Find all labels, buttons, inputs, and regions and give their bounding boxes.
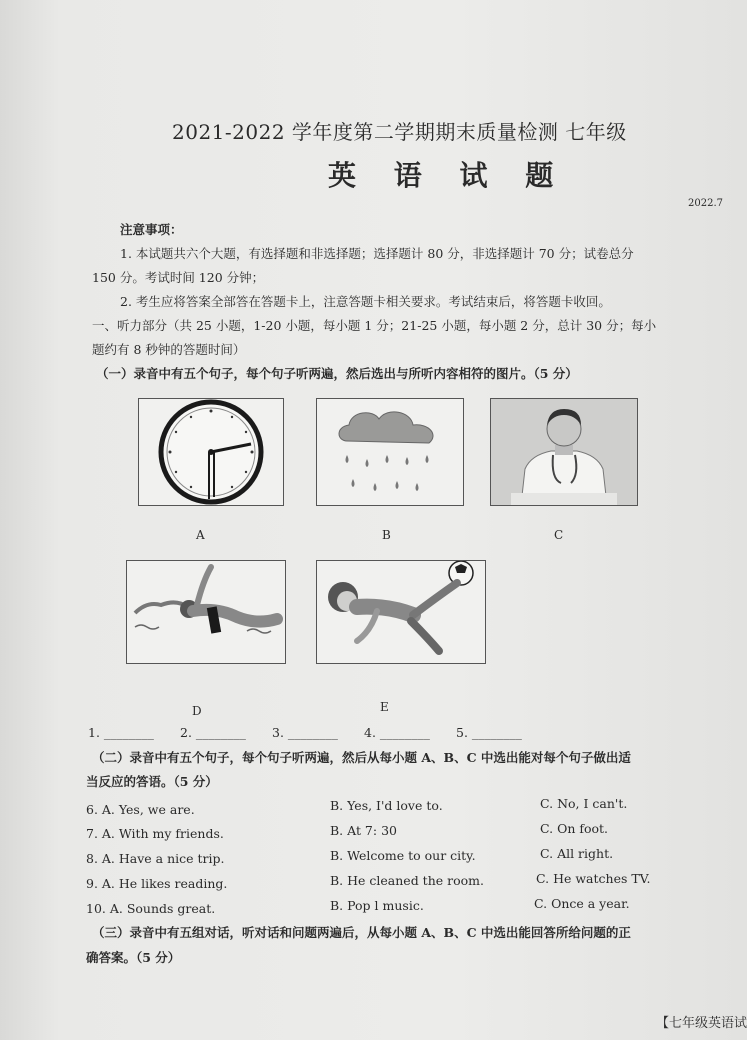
footer-label: 【七年级英语试 [655, 1016, 747, 1031]
subject-title: 英 语 试 题 [328, 159, 568, 192]
q8-option-b[interactable]: B. Welcome to our city. [330, 848, 476, 863]
q10-option-b[interactable]: B. Pop l music. [330, 898, 424, 913]
picture-c-label: C [554, 528, 564, 542]
part-2-instruction-line-2: 当反应的答语。（5 分） [86, 774, 218, 789]
q6-option-a[interactable]: 6. A. Yes, we are. [86, 802, 195, 817]
note-2: 2. 考生应将答案全部答在答题卡上，注意答题卡相关要求。考试结束后，将答题卡收回。 [120, 294, 611, 309]
q9-option-c[interactable]: C. He watches TV. [536, 871, 651, 886]
part-1-instruction: （一）录音中有五个句子，每个句子听两遍，然后选出与所听内容相符的图片。（5 分） [96, 366, 578, 381]
notes-heading: 注意事项： [120, 222, 183, 237]
note-1-line-2: 150 分。考试时间 120 分钟； [92, 270, 265, 285]
picture-e-soccer [316, 560, 486, 664]
q8-option-c[interactable]: C. All right. [540, 846, 614, 861]
q7-option-a[interactable]: 7. A. With my friends. [86, 826, 224, 841]
blank-1[interactable]: 1. ________ [88, 725, 154, 740]
part-2-instruction-line-1: （二）录音中有五个句子，每个句子听两遍，然后从每小题 A、B、C 中选出能对每个句子做出适 [92, 750, 631, 765]
blank-5[interactable]: 5. ________ [456, 725, 522, 740]
picture-b-label: B [382, 528, 391, 542]
picture-e-label: E [380, 700, 389, 714]
swimmer-icon [127, 561, 285, 663]
picture-b-rain [316, 398, 464, 506]
blank-4[interactable]: 4. ________ [364, 725, 430, 740]
section-1-line-2: 题约有 8 秒钟的答题时间） [92, 342, 246, 357]
picture-c-doctor [490, 398, 638, 506]
q6-option-c[interactable]: C. No, I can't. [540, 796, 628, 811]
q7-option-c[interactable]: C. On foot. [540, 821, 609, 836]
blank-2[interactable]: 2. ________ [180, 725, 246, 740]
clock-icon [139, 399, 283, 505]
picture-a-clock [138, 398, 284, 506]
exam-date: 2022.7 [688, 198, 723, 209]
section-1-line-1: 一、听力部分（共 25 小题，1-20 小题，每小题 1 分；21-25 小题，每小题 2 分，总计 30 分；每小 [92, 318, 657, 333]
part-3-instruction-line-2: 确答案。（5 分） [86, 950, 181, 965]
q10-option-a[interactable]: 10. A. Sounds great. [86, 901, 216, 916]
q9-option-b[interactable]: B. He cleaned the room. [330, 873, 484, 888]
note-1-line-1: 1. 本试题共六个大题，有选择题和非选择题；选择题计 80 分，非选择题计 70 分；试卷总分 [120, 246, 634, 261]
q8-option-a[interactable]: 8. A. Have a nice trip. [86, 851, 225, 866]
q6-option-b[interactable]: B. Yes, I'd love to. [330, 798, 443, 813]
q10-option-c[interactable]: C. Once a year. [534, 896, 630, 911]
picture-d-label: D [192, 704, 202, 718]
exam-title: 2021-2022 学年度第二学期期末质量检测 七年级 [172, 120, 627, 144]
picture-d-swimmer [126, 560, 286, 664]
part-3-instruction-line-1: （三）录音中有五组对话，听对话和问题两遍后，从每小题 A、B、C 中选出能回答所给问题的正 [92, 925, 631, 940]
soccer-player-icon [317, 561, 485, 663]
picture-a-label: A [196, 528, 205, 542]
rain-cloud-icon [317, 399, 463, 505]
q7-option-b[interactable]: B. At 7: 30 [330, 823, 397, 838]
blank-3[interactable]: 3. ________ [272, 725, 338, 740]
q9-option-a[interactable]: 9. A. He likes reading. [86, 876, 228, 891]
doctor-icon [491, 399, 637, 505]
